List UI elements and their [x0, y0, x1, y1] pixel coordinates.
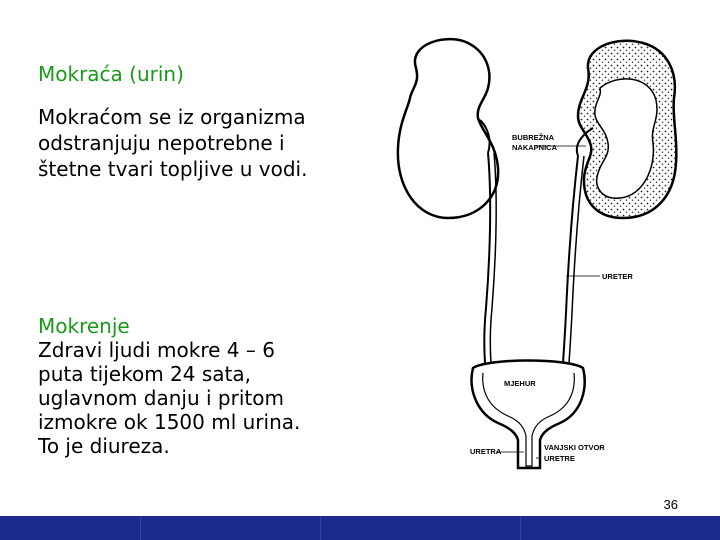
urinary-system-diagram [388, 28, 688, 478]
section-line: puta tijekom 24 sata, [38, 362, 251, 386]
label-bladder: MJEHUR [504, 379, 536, 388]
label-outer-opening-2: URETRE [544, 454, 575, 463]
footer-bar [0, 516, 720, 540]
footer-segment [320, 516, 521, 540]
footer-segment [520, 516, 720, 540]
footer-segment [0, 516, 141, 540]
label-nephrons-1: BUBREŽNA [512, 133, 555, 142]
left-ureter [484, 153, 490, 363]
label-ureter: URETER [602, 272, 633, 281]
intro-paragraph: Mokraćom se iz organizma odstranjuju nepotrebne i štetne tvari topljive u vodi. [38, 105, 308, 181]
section-title: Mokrenje [38, 314, 130, 338]
section-line: Zdravi ljudi mokre 4 – 6 [38, 338, 275, 362]
slide-heading: Mokraća (urin) [38, 62, 184, 86]
label-urethra: URETRA [470, 447, 502, 456]
section-line: uglavnom danju i pritom [38, 386, 284, 410]
right-ureter-inner [569, 156, 584, 363]
label-nephrons-2: NAKAPNICA [512, 143, 557, 152]
left-kidney [398, 39, 498, 218]
section-line: To je diureza. [38, 434, 170, 458]
label-outer-opening-1: VANJSKI OTVOR [544, 443, 605, 452]
left-ureter-inner [490, 153, 496, 363]
urination-section [38, 314, 358, 458]
section-line: izmokre ok 1500 ml urina. [38, 410, 301, 434]
footer-segment [140, 516, 321, 540]
page-number: 36 [663, 497, 678, 512]
